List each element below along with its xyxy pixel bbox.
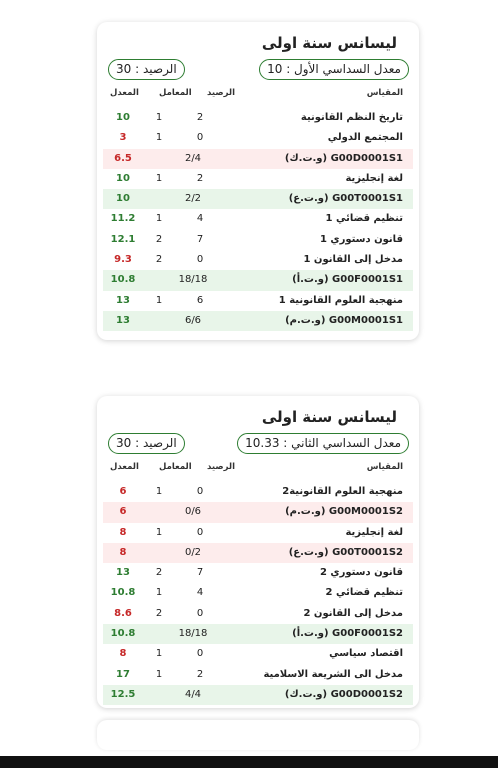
unit-summary-row (103, 311, 413, 331)
unit-summary-row (103, 149, 413, 169)
subject-average: 6 (119, 506, 127, 518)
header-balance: الرصيد (207, 88, 235, 98)
grades-table (103, 108, 413, 331)
subject-balance: 0 (196, 648, 204, 660)
semester-1-card (97, 22, 419, 340)
card-title: ليسانس سنة اولى (261, 408, 397, 426)
unit-summary-row (103, 543, 413, 563)
subject-average: 10 (116, 193, 130, 205)
subject-balance: 7 (196, 567, 204, 579)
subject-average: 12.5 (110, 688, 136, 700)
subject-average: 11.2 (110, 213, 136, 225)
subject-row (103, 583, 413, 603)
subject-coefficient: 2 (155, 233, 163, 245)
subject-name: تاريخ النظم القانونية (300, 112, 403, 123)
subject-row (103, 604, 413, 624)
subject-balance: 7 (196, 233, 204, 245)
subject-average: 6 (119, 486, 127, 497)
subject-name: G00M0001S1 (و.ت.م) (285, 314, 403, 326)
subject-average: 10.8 (110, 628, 136, 640)
table-header (97, 462, 419, 476)
header-average: المعدل (110, 462, 139, 472)
subject-coefficient: 2 (155, 254, 163, 266)
subject-row (103, 291, 413, 311)
subject-row (103, 644, 413, 664)
unit-summary-row (103, 502, 413, 522)
subject-name: مدخل إلى القانون 2 (303, 607, 403, 619)
subject-average: 17 (116, 668, 130, 680)
subject-row (103, 665, 413, 685)
unit-summary-row (103, 189, 413, 209)
subject-average: 10 (116, 112, 130, 123)
subject-name: قانون دستوري 2 (319, 567, 403, 579)
unit-credits: 2/4 (184, 152, 202, 164)
subject-balance: 0 (196, 132, 204, 144)
subject-average: 13 (116, 567, 130, 579)
subject-balance: 6 (196, 294, 204, 306)
subject-average: 10 (116, 172, 130, 184)
subject-coefficient: 1 (155, 526, 163, 538)
header-subject: المقياس (366, 88, 403, 98)
subject-row (103, 108, 413, 128)
subject-balance: 4 (196, 213, 204, 225)
subject-average: 8 (119, 546, 127, 558)
unit-summary-row (103, 624, 413, 644)
subject-row (103, 128, 413, 148)
subject-balance: 2 (196, 112, 204, 123)
semester-2-card (97, 396, 419, 708)
table-header (97, 88, 419, 102)
subject-row (103, 482, 413, 502)
unit-summary-row (103, 270, 413, 290)
subject-average: 8 (119, 526, 127, 538)
subject-coefficient: 2 (155, 607, 163, 619)
subject-balance: 0 (196, 254, 204, 266)
subject-coefficient: 1 (155, 587, 163, 599)
subject-average: 9.3 (114, 254, 132, 266)
header-balance: الرصيد (207, 462, 235, 472)
unit-credits: 0/6 (184, 506, 202, 518)
subject-name: G00D0001S1 (و.ت.ك) (284, 152, 403, 164)
subject-coefficient: 1 (155, 132, 163, 144)
subject-row (103, 209, 413, 229)
subject-name: تنظيم قضائي 1 (325, 213, 403, 225)
subject-name: مدخل إلى القانون 1 (303, 254, 403, 266)
subject-name: منهجية العلوم القانونية 1 (278, 294, 403, 306)
subject-coefficient: 1 (155, 668, 163, 680)
next-card-partial (97, 720, 419, 750)
subject-average: 8.6 (114, 607, 132, 619)
subject-row (103, 169, 413, 189)
header-average: المعدل (110, 88, 139, 98)
subject-row (103, 250, 413, 270)
subject-coefficient: 2 (155, 567, 163, 579)
subject-coefficient: 1 (155, 486, 163, 497)
credit-balance-badge: الرصيد : 30 (108, 433, 185, 454)
system-navigation-bar (0, 756, 498, 768)
header-coefficient: المعامل (159, 88, 192, 98)
unit-credits: 2/2 (184, 193, 202, 205)
subject-name: G00T0001S1 (و.ت.ع) (288, 193, 403, 205)
subject-average: 13 (116, 294, 130, 306)
subject-balance: 2 (196, 668, 204, 680)
unit-credits: 18/18 (178, 274, 208, 286)
subject-balance: 4 (196, 587, 204, 599)
subject-balance: 2 (196, 172, 204, 184)
subject-name: المجتمع الدولي (327, 132, 403, 144)
semester-average-badge: معدل السداسي الأول : 10 (259, 59, 409, 80)
subject-average: 10.8 (110, 587, 136, 599)
unit-credits: 0/2 (184, 546, 202, 558)
header-subject: المقياس (366, 462, 403, 472)
header-coefficient: المعامل (159, 462, 192, 472)
subject-name: منهجية العلوم القانونية2 (282, 486, 403, 497)
subject-name: تنظيم قضائي 2 (325, 587, 403, 599)
subject-name: G00M0001S2 (و.ت.م) (285, 506, 403, 518)
grades-table (103, 482, 413, 705)
subject-coefficient: 1 (155, 112, 163, 123)
unit-credits: 18/18 (178, 628, 208, 640)
subject-coefficient: 1 (155, 213, 163, 225)
subject-average: 6.5 (114, 152, 132, 164)
subject-row (103, 523, 413, 543)
subject-coefficient: 1 (155, 172, 163, 184)
subject-average: 8 (119, 648, 127, 660)
subject-name: G00F0001S1 (و.ت.أ) (292, 274, 403, 286)
subject-name: G00D0001S2 (و.ت.ك) (284, 688, 403, 700)
subject-name: G00F0001S2 (و.ت.أ) (292, 628, 403, 640)
subject-name: قانون دستوري 1 (319, 233, 403, 245)
subject-average: 12.1 (110, 233, 136, 245)
unit-credits: 4/4 (184, 688, 202, 700)
unit-credits: 6/6 (184, 314, 202, 326)
unit-summary-row (103, 685, 413, 705)
card-title: ليسانس سنة اولى (261, 34, 397, 52)
semester-average-badge: معدل السداسي الثاني : 10.33 (237, 433, 409, 454)
subject-name: لغة إنجليزية (345, 526, 403, 538)
subject-balance: 0 (196, 607, 204, 619)
subject-name: G00T0001S2 (و.ت.ع) (288, 546, 403, 558)
subject-average: 3 (119, 132, 127, 144)
subject-coefficient: 1 (155, 648, 163, 660)
subject-average: 10.8 (110, 274, 136, 286)
credit-balance-badge: الرصيد : 30 (108, 59, 185, 80)
subject-name: اقتصاد سياسي (329, 648, 403, 660)
subject-balance: 0 (196, 486, 204, 497)
subject-coefficient: 1 (155, 294, 163, 306)
subject-row (103, 563, 413, 583)
subject-name: مدخل الى الشريعة الاسلامية (263, 668, 403, 680)
subject-row (103, 230, 413, 250)
subject-name: لغة إنجليزية (345, 172, 403, 184)
subject-balance: 0 (196, 526, 204, 538)
subject-average: 13 (116, 314, 130, 326)
